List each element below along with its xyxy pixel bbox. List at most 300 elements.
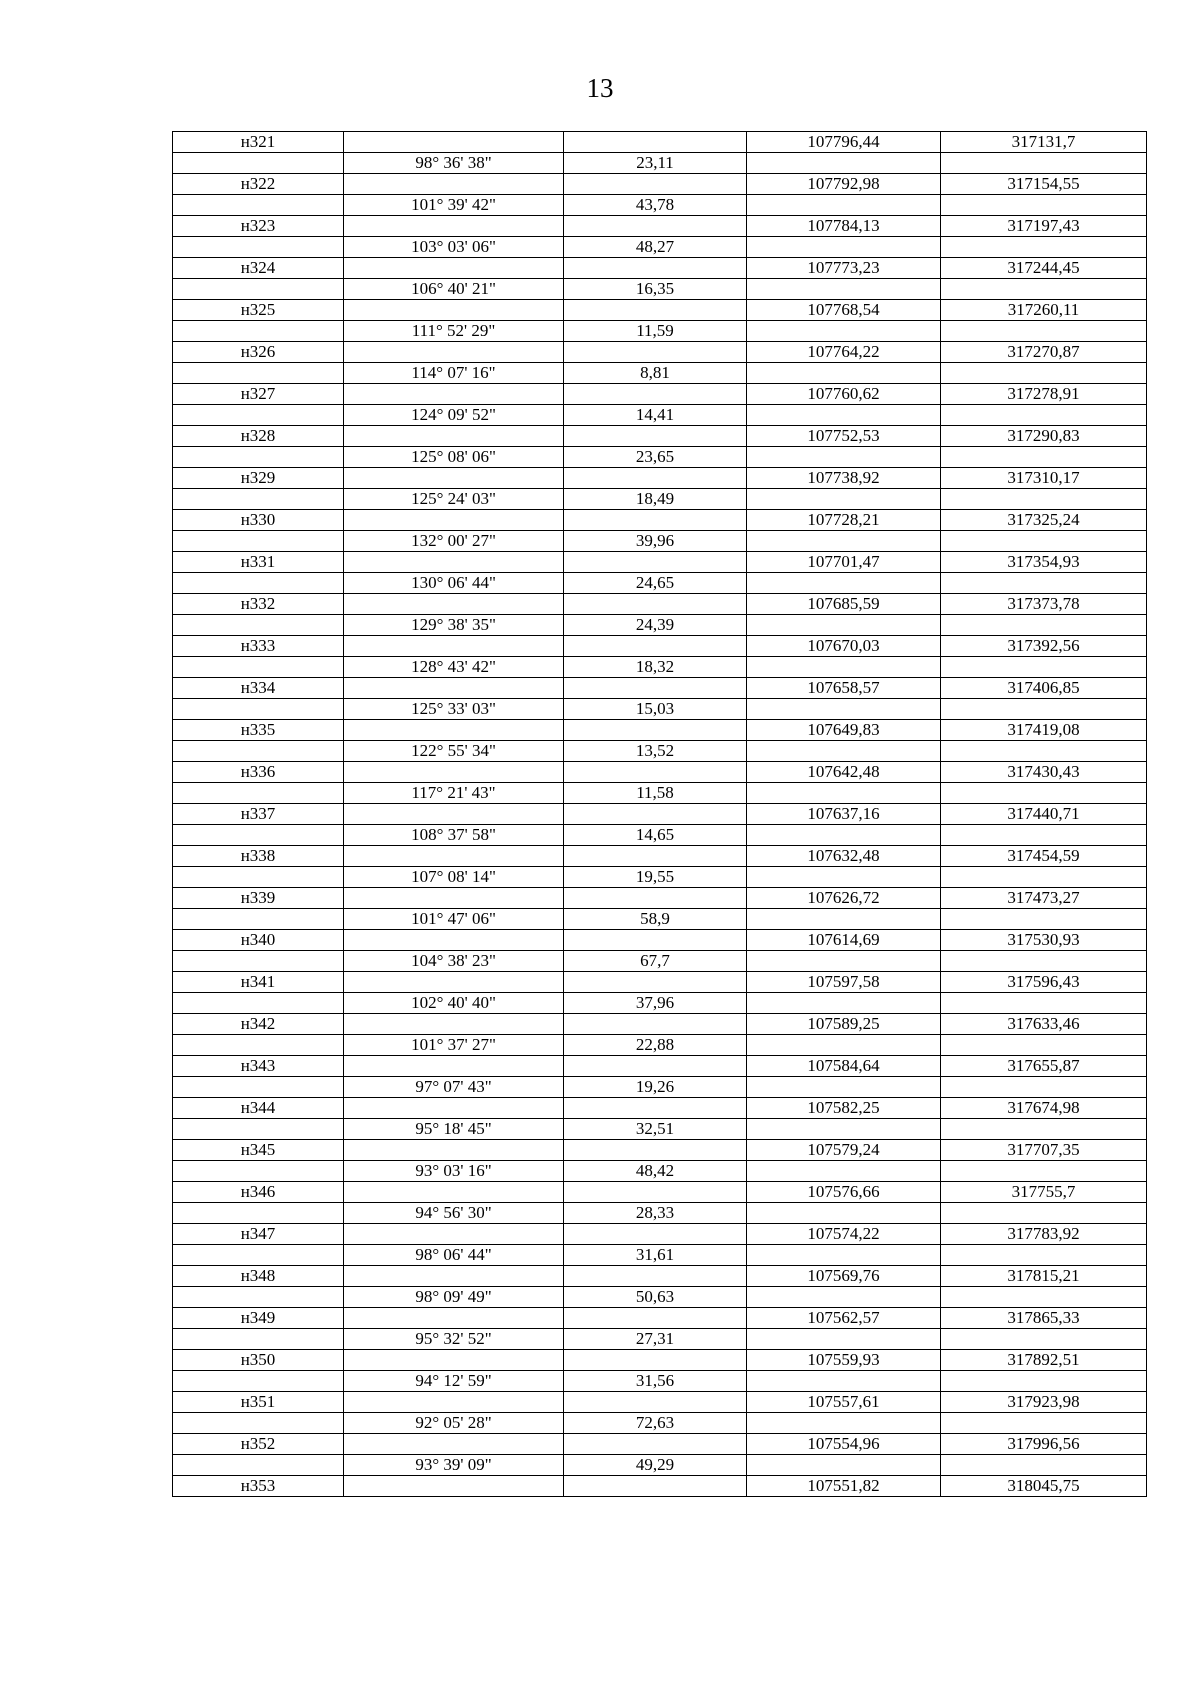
table-row	[173, 468, 1147, 489]
length-cell: 16,35	[564, 279, 747, 300]
y-coordinate-cell: 317815,21	[941, 1266, 1147, 1287]
point-cell: н344	[173, 1098, 344, 1119]
y-coordinate-cell	[941, 1161, 1147, 1182]
direction-angle-cell: 107° 08' 14"	[344, 867, 564, 888]
x-coordinate-cell: 107551,82	[747, 1476, 941, 1497]
y-coordinate-cell: 317633,46	[941, 1014, 1147, 1035]
x-coordinate-cell: 107752,53	[747, 426, 941, 447]
point-cell: н336	[173, 762, 344, 783]
y-coordinate-cell: 317530,93	[941, 930, 1147, 951]
length-cell: 48,27	[564, 237, 747, 258]
table-row	[173, 1245, 1147, 1266]
length-cell: 11,58	[564, 783, 747, 804]
table-row	[173, 657, 1147, 678]
point-cell	[173, 1413, 344, 1434]
x-coordinate-cell	[747, 153, 941, 174]
table-row	[173, 1014, 1147, 1035]
table-row	[173, 1098, 1147, 1119]
y-coordinate-cell	[941, 741, 1147, 762]
direction-angle-cell: 124° 09' 52"	[344, 405, 564, 426]
y-coordinate-cell: 317354,93	[941, 552, 1147, 573]
y-coordinate-cell	[941, 615, 1147, 636]
direction-angle-cell	[344, 132, 564, 153]
point-cell	[173, 1119, 344, 1140]
x-coordinate-cell	[747, 1287, 941, 1308]
x-coordinate-cell: 107562,57	[747, 1308, 941, 1329]
direction-angle-cell	[344, 1224, 564, 1245]
x-coordinate-cell	[747, 1119, 941, 1140]
table-row	[173, 846, 1147, 867]
table-row	[173, 636, 1147, 657]
y-coordinate-cell	[941, 699, 1147, 720]
x-coordinate-cell	[747, 825, 941, 846]
length-cell: 37,96	[564, 993, 747, 1014]
length-cell	[564, 1350, 747, 1371]
table-row	[173, 279, 1147, 300]
length-cell	[564, 888, 747, 909]
length-cell: 15,03	[564, 699, 747, 720]
x-coordinate-cell: 107760,62	[747, 384, 941, 405]
y-coordinate-cell	[941, 1245, 1147, 1266]
y-coordinate-cell	[941, 951, 1147, 972]
point-cell	[173, 1203, 344, 1224]
table-row	[173, 783, 1147, 804]
y-coordinate-cell	[941, 531, 1147, 552]
point-cell: н351	[173, 1392, 344, 1413]
table-row	[173, 741, 1147, 762]
table-row	[173, 678, 1147, 699]
x-coordinate-cell: 107582,25	[747, 1098, 941, 1119]
table-row	[173, 825, 1147, 846]
y-coordinate-cell	[941, 1287, 1147, 1308]
length-cell: 58,9	[564, 909, 747, 930]
direction-angle-cell: 125° 33' 03"	[344, 699, 564, 720]
length-cell	[564, 1224, 747, 1245]
length-cell: 14,41	[564, 405, 747, 426]
table-row	[173, 1329, 1147, 1350]
direction-angle-cell: 129° 38' 35"	[344, 615, 564, 636]
length-cell: 18,32	[564, 657, 747, 678]
direction-angle-cell	[344, 1266, 564, 1287]
table-row	[173, 153, 1147, 174]
y-coordinate-cell: 317290,83	[941, 426, 1147, 447]
x-coordinate-cell: 107768,54	[747, 300, 941, 321]
length-cell: 39,96	[564, 531, 747, 552]
x-coordinate-cell	[747, 363, 941, 384]
length-cell: 23,65	[564, 447, 747, 468]
direction-angle-cell: 98° 06' 44"	[344, 1245, 564, 1266]
point-cell	[173, 153, 344, 174]
length-cell	[564, 1266, 747, 1287]
point-cell	[173, 909, 344, 930]
x-coordinate-cell: 107579,24	[747, 1140, 941, 1161]
x-coordinate-cell: 107792,98	[747, 174, 941, 195]
x-coordinate-cell: 107670,03	[747, 636, 941, 657]
length-cell	[564, 1434, 747, 1455]
direction-angle-cell	[344, 1140, 564, 1161]
direction-angle-cell: 94° 12' 59"	[344, 1371, 564, 1392]
table-row	[173, 321, 1147, 342]
y-coordinate-cell: 317270,87	[941, 342, 1147, 363]
direction-angle-cell: 132° 00' 27"	[344, 531, 564, 552]
length-cell	[564, 1098, 747, 1119]
length-cell	[564, 300, 747, 321]
length-cell: 11,59	[564, 321, 747, 342]
x-coordinate-cell: 107554,96	[747, 1434, 941, 1455]
y-coordinate-cell: 317865,33	[941, 1308, 1147, 1329]
table-row	[173, 384, 1147, 405]
table-row	[173, 1203, 1147, 1224]
y-coordinate-cell	[941, 279, 1147, 300]
point-cell	[173, 195, 344, 216]
x-coordinate-cell: 107649,83	[747, 720, 941, 741]
table-row	[173, 363, 1147, 384]
y-coordinate-cell	[941, 1329, 1147, 1350]
length-cell: 22,88	[564, 1035, 747, 1056]
table-row	[173, 1455, 1147, 1476]
point-cell	[173, 279, 344, 300]
coordinates-table-body	[173, 132, 1147, 1497]
x-coordinate-cell: 107584,64	[747, 1056, 941, 1077]
coordinates-table	[172, 131, 1147, 1497]
table-row	[173, 1392, 1147, 1413]
x-coordinate-cell	[747, 1077, 941, 1098]
direction-angle-cell: 125° 24' 03"	[344, 489, 564, 510]
table-row	[173, 1182, 1147, 1203]
direction-angle-cell: 117° 21' 43"	[344, 783, 564, 804]
direction-angle-cell	[344, 552, 564, 573]
y-coordinate-cell: 317707,35	[941, 1140, 1147, 1161]
length-cell	[564, 636, 747, 657]
x-coordinate-cell: 107576,66	[747, 1182, 941, 1203]
x-coordinate-cell	[747, 615, 941, 636]
y-coordinate-cell	[941, 195, 1147, 216]
x-coordinate-cell: 107574,22	[747, 1224, 941, 1245]
y-coordinate-cell	[941, 237, 1147, 258]
direction-angle-cell	[344, 342, 564, 363]
table-row	[173, 447, 1147, 468]
length-cell	[564, 216, 747, 237]
direction-angle-cell	[344, 930, 564, 951]
length-cell	[564, 1014, 747, 1035]
x-coordinate-cell: 107764,22	[747, 342, 941, 363]
direction-angle-cell	[344, 678, 564, 699]
length-cell: 27,31	[564, 1329, 747, 1350]
y-coordinate-cell	[941, 1203, 1147, 1224]
length-cell: 72,63	[564, 1413, 747, 1434]
direction-angle-cell: 95° 18' 45"	[344, 1119, 564, 1140]
x-coordinate-cell	[747, 1371, 941, 1392]
x-coordinate-cell	[747, 1329, 941, 1350]
table-row	[173, 699, 1147, 720]
point-cell	[173, 1329, 344, 1350]
y-coordinate-cell	[941, 1119, 1147, 1140]
direction-angle-cell	[344, 846, 564, 867]
y-coordinate-cell	[941, 153, 1147, 174]
x-coordinate-cell	[747, 321, 941, 342]
length-cell: 24,65	[564, 573, 747, 594]
table-row	[173, 174, 1147, 195]
y-coordinate-cell	[941, 363, 1147, 384]
length-cell	[564, 258, 747, 279]
length-cell: 28,33	[564, 1203, 747, 1224]
table-row	[173, 930, 1147, 951]
x-coordinate-cell	[747, 867, 941, 888]
point-cell: н322	[173, 174, 344, 195]
y-coordinate-cell: 317310,17	[941, 468, 1147, 489]
y-coordinate-cell: 317454,59	[941, 846, 1147, 867]
x-coordinate-cell	[747, 657, 941, 678]
point-cell	[173, 363, 344, 384]
length-cell	[564, 384, 747, 405]
y-coordinate-cell: 317596,43	[941, 972, 1147, 993]
length-cell: 49,29	[564, 1455, 747, 1476]
point-cell: н352	[173, 1434, 344, 1455]
length-cell	[564, 1308, 747, 1329]
x-coordinate-cell: 107685,59	[747, 594, 941, 615]
length-cell: 19,26	[564, 1077, 747, 1098]
direction-angle-cell	[344, 1308, 564, 1329]
length-cell	[564, 1056, 747, 1077]
direction-angle-cell: 92° 05' 28"	[344, 1413, 564, 1434]
direction-angle-cell	[344, 972, 564, 993]
point-cell	[173, 1245, 344, 1266]
table-row	[173, 993, 1147, 1014]
point-cell: н332	[173, 594, 344, 615]
point-cell: н329	[173, 468, 344, 489]
page-number: 13	[586, 73, 614, 103]
x-coordinate-cell: 107626,72	[747, 888, 941, 909]
x-coordinate-cell	[747, 237, 941, 258]
x-coordinate-cell: 107614,69	[747, 930, 941, 951]
table-row	[173, 300, 1147, 321]
length-cell	[564, 804, 747, 825]
table-row	[173, 1308, 1147, 1329]
y-coordinate-cell: 317260,11	[941, 300, 1147, 321]
y-coordinate-cell	[941, 867, 1147, 888]
direction-angle-cell: 125° 08' 06"	[344, 447, 564, 468]
length-cell: 32,51	[564, 1119, 747, 1140]
length-cell	[564, 1140, 747, 1161]
point-cell	[173, 1077, 344, 1098]
x-coordinate-cell	[747, 1455, 941, 1476]
y-coordinate-cell: 317154,55	[941, 174, 1147, 195]
direction-angle-cell	[344, 300, 564, 321]
length-cell	[564, 342, 747, 363]
table-row	[173, 1371, 1147, 1392]
direction-angle-cell	[344, 1350, 564, 1371]
point-cell: н353	[173, 1476, 344, 1497]
point-cell	[173, 825, 344, 846]
y-coordinate-cell: 317131,7	[941, 132, 1147, 153]
table-row	[173, 1077, 1147, 1098]
point-cell: н327	[173, 384, 344, 405]
y-coordinate-cell	[941, 909, 1147, 930]
direction-angle-cell	[344, 720, 564, 741]
x-coordinate-cell	[747, 1035, 941, 1056]
direction-angle-cell	[344, 510, 564, 531]
table-row	[173, 615, 1147, 636]
x-coordinate-cell	[747, 405, 941, 426]
length-cell: 13,52	[564, 741, 747, 762]
length-cell	[564, 468, 747, 489]
point-cell	[173, 489, 344, 510]
direction-angle-cell: 111° 52' 29"	[344, 321, 564, 342]
direction-angle-cell	[344, 594, 564, 615]
x-coordinate-cell: 107784,13	[747, 216, 941, 237]
y-coordinate-cell: 317674,98	[941, 1098, 1147, 1119]
length-cell	[564, 762, 747, 783]
point-cell: н321	[173, 132, 344, 153]
x-coordinate-cell: 107773,23	[747, 258, 941, 279]
point-cell: н338	[173, 846, 344, 867]
x-coordinate-cell: 107728,21	[747, 510, 941, 531]
y-coordinate-cell: 318045,75	[941, 1476, 1147, 1497]
table-row	[173, 1476, 1147, 1497]
length-cell: 24,39	[564, 615, 747, 636]
table-row	[173, 573, 1147, 594]
x-coordinate-cell	[747, 279, 941, 300]
point-cell: н328	[173, 426, 344, 447]
point-cell: н323	[173, 216, 344, 237]
direction-angle-cell	[344, 1182, 564, 1203]
direction-angle-cell: 101° 37' 27"	[344, 1035, 564, 1056]
x-coordinate-cell	[747, 783, 941, 804]
length-cell: 31,61	[564, 1245, 747, 1266]
point-cell: н335	[173, 720, 344, 741]
direction-angle-cell: 93° 39' 09"	[344, 1455, 564, 1476]
table-row	[173, 762, 1147, 783]
direction-angle-cell	[344, 174, 564, 195]
length-cell: 50,63	[564, 1287, 747, 1308]
table-row	[173, 888, 1147, 909]
y-coordinate-cell: 317783,92	[941, 1224, 1147, 1245]
y-coordinate-cell	[941, 657, 1147, 678]
y-coordinate-cell	[941, 825, 1147, 846]
table-row	[173, 909, 1147, 930]
x-coordinate-cell	[747, 1203, 941, 1224]
x-coordinate-cell	[747, 993, 941, 1014]
point-cell: н348	[173, 1266, 344, 1287]
length-cell: 31,56	[564, 1371, 747, 1392]
direction-angle-cell: 98° 09' 49"	[344, 1287, 564, 1308]
x-coordinate-cell: 107637,16	[747, 804, 941, 825]
x-coordinate-cell: 107796,44	[747, 132, 941, 153]
y-coordinate-cell	[941, 405, 1147, 426]
x-coordinate-cell	[747, 1161, 941, 1182]
table-row	[173, 426, 1147, 447]
length-cell: 23,11	[564, 153, 747, 174]
direction-angle-cell: 106° 40' 21"	[344, 279, 564, 300]
x-coordinate-cell	[747, 195, 941, 216]
length-cell: 43,78	[564, 195, 747, 216]
table-row	[173, 1056, 1147, 1077]
table-row	[173, 1350, 1147, 1371]
table-row	[173, 531, 1147, 552]
y-coordinate-cell: 317755,7	[941, 1182, 1147, 1203]
point-cell	[173, 699, 344, 720]
length-cell	[564, 132, 747, 153]
x-coordinate-cell: 107642,48	[747, 762, 941, 783]
y-coordinate-cell: 317406,85	[941, 678, 1147, 699]
direction-angle-cell	[344, 426, 564, 447]
direction-angle-cell: 95° 32' 52"	[344, 1329, 564, 1350]
table-row	[173, 216, 1147, 237]
x-coordinate-cell	[747, 1413, 941, 1434]
length-cell: 14,65	[564, 825, 747, 846]
y-coordinate-cell: 317923,98	[941, 1392, 1147, 1413]
point-cell	[173, 447, 344, 468]
point-cell: н342	[173, 1014, 344, 1035]
table-row	[173, 489, 1147, 510]
table-row	[173, 951, 1147, 972]
point-cell: н346	[173, 1182, 344, 1203]
length-cell: 19,55	[564, 867, 747, 888]
direction-angle-cell	[344, 804, 564, 825]
point-cell	[173, 1161, 344, 1182]
direction-angle-cell: 102° 40' 40"	[344, 993, 564, 1014]
direction-angle-cell: 101° 39' 42"	[344, 195, 564, 216]
point-cell	[173, 783, 344, 804]
table-row	[173, 972, 1147, 993]
direction-angle-cell: 101° 47' 06"	[344, 909, 564, 930]
x-coordinate-cell	[747, 909, 941, 930]
point-cell	[173, 531, 344, 552]
direction-angle-cell	[344, 1098, 564, 1119]
y-coordinate-cell	[941, 993, 1147, 1014]
table-row	[173, 1266, 1147, 1287]
point-cell: н349	[173, 1308, 344, 1329]
table-row	[173, 720, 1147, 741]
y-coordinate-cell	[941, 1371, 1147, 1392]
direction-angle-cell: 108° 37' 58"	[344, 825, 564, 846]
y-coordinate-cell: 317430,43	[941, 762, 1147, 783]
length-cell	[564, 1182, 747, 1203]
point-cell: н326	[173, 342, 344, 363]
length-cell	[564, 1392, 747, 1413]
x-coordinate-cell	[747, 699, 941, 720]
table-row	[173, 237, 1147, 258]
table-row	[173, 195, 1147, 216]
y-coordinate-cell: 317278,91	[941, 384, 1147, 405]
point-cell: н324	[173, 258, 344, 279]
point-cell: н337	[173, 804, 344, 825]
direction-angle-cell: 103° 03' 06"	[344, 237, 564, 258]
length-cell	[564, 594, 747, 615]
x-coordinate-cell: 107597,58	[747, 972, 941, 993]
table-row	[173, 258, 1147, 279]
point-cell: н334	[173, 678, 344, 699]
direction-angle-cell	[344, 1392, 564, 1413]
length-cell	[564, 720, 747, 741]
x-coordinate-cell	[747, 1245, 941, 1266]
point-cell	[173, 573, 344, 594]
x-coordinate-cell: 107738,92	[747, 468, 941, 489]
y-coordinate-cell: 317892,51	[941, 1350, 1147, 1371]
length-cell	[564, 678, 747, 699]
direction-angle-cell: 122° 55' 34"	[344, 741, 564, 762]
point-cell	[173, 867, 344, 888]
length-cell: 67,7	[564, 951, 747, 972]
table-row	[173, 510, 1147, 531]
table-row	[173, 552, 1147, 573]
direction-angle-cell	[344, 384, 564, 405]
point-cell	[173, 321, 344, 342]
direction-angle-cell	[344, 1434, 564, 1455]
point-cell: н330	[173, 510, 344, 531]
table-row	[173, 132, 1147, 153]
direction-angle-cell: 114° 07' 16"	[344, 363, 564, 384]
